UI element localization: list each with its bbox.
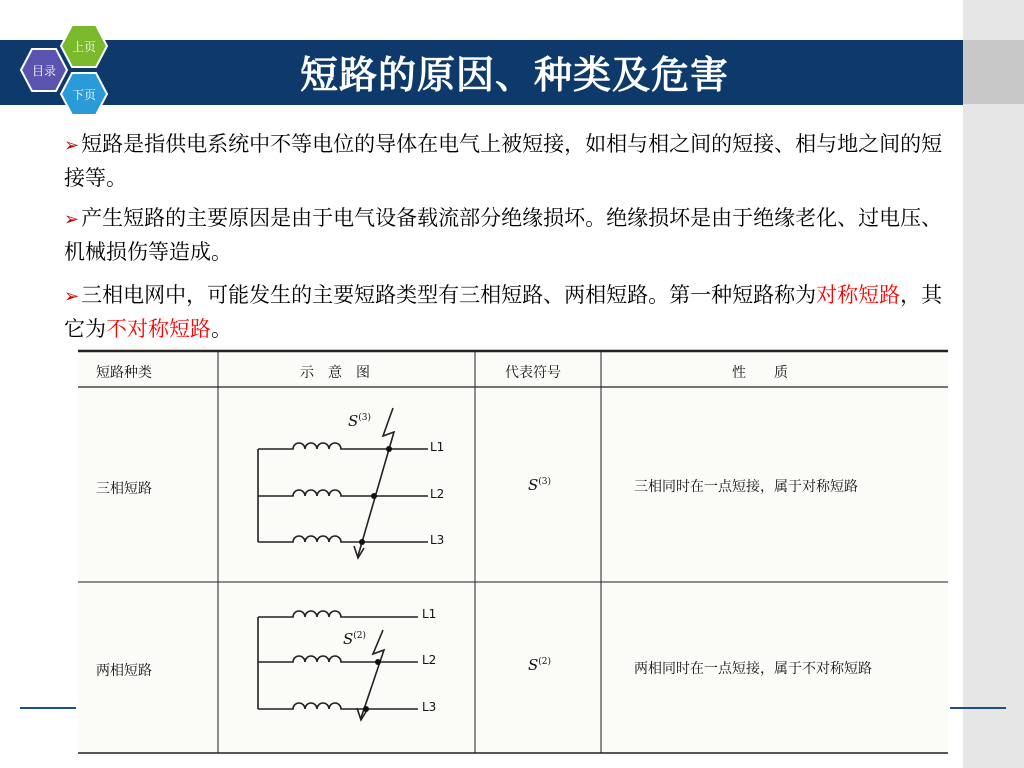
bullet-text: 短路是指供电系统中不等电位的导体在电气上被短接，如相与相之间的短接、相与地之间的短接等。 [64,132,943,190]
highlight-symmetric: 对称短路 [816,283,901,307]
right-side-strip [963,0,1024,768]
row1-line-label: L1 [430,440,445,454]
decorative-line-left [20,707,76,709]
next-page-label: 下页 [71,87,96,102]
row1-line-label: L2 [430,487,445,501]
header-property: 性 质 [732,365,788,381]
next-page-button[interactable] [60,72,108,116]
table-lines [78,346,948,756]
row2-line-label: L2 [422,653,437,667]
right-side-band [963,40,1024,104]
row2-line-label: L3 [422,700,437,714]
bullet-text: ，其它为 [64,283,943,341]
header-symbol: 代表符号 [505,365,561,381]
header-diagram: 示 意 图 [300,365,370,381]
row2-diagram-label: $S^{(2)}$ [343,630,367,648]
bullet-item [64,279,954,346]
bullet-text: 三相电网中，可能发生的主要短路类型有三相短路、两相短路。第一种短路称为 [81,283,817,307]
slide-title: 短路的原因、种类及危害 [300,53,730,97]
bullet-text: 产生短路的主要原因是由于电气设备载流部分绝缘损坏。绝缘损坏是由于绝缘老化、过电压、机械损伤等造成。 [64,206,943,264]
menu-label: 目录 [31,63,56,78]
arrow-bullet-icon: ➢ [64,135,80,156]
header-type: 短路种类 [96,365,152,381]
prev-page-label: 上页 [71,39,96,54]
short-circuit-table [78,346,948,756]
arrow-bullet-icon: ➢ [64,286,80,307]
row2-property: 两相同时在一点短接，属于不对称短路 [634,661,872,677]
bullet-item [64,202,954,269]
bullet-text: 。 [211,317,232,341]
row1-symbol: $S^{(3)}$ [528,476,552,494]
highlight-asymmetric: 不对称短路 [106,317,211,341]
row1-property: 三相同时在一点短接，属于对称短路 [634,479,858,495]
row1-type: 三相短路 [96,481,152,497]
row2-symbol: $S^{(2)}$ [528,656,552,674]
row2-line-label: L1 [422,607,437,621]
arrow-bullet-icon: ➢ [64,209,80,230]
decorative-line-right [950,707,1006,709]
bullet-item [64,128,954,195]
row2-type: 两相短路 [96,663,152,679]
row1-line-label: L3 [430,533,445,547]
row1-diagram-label: $S^{(3)}$ [348,412,372,430]
